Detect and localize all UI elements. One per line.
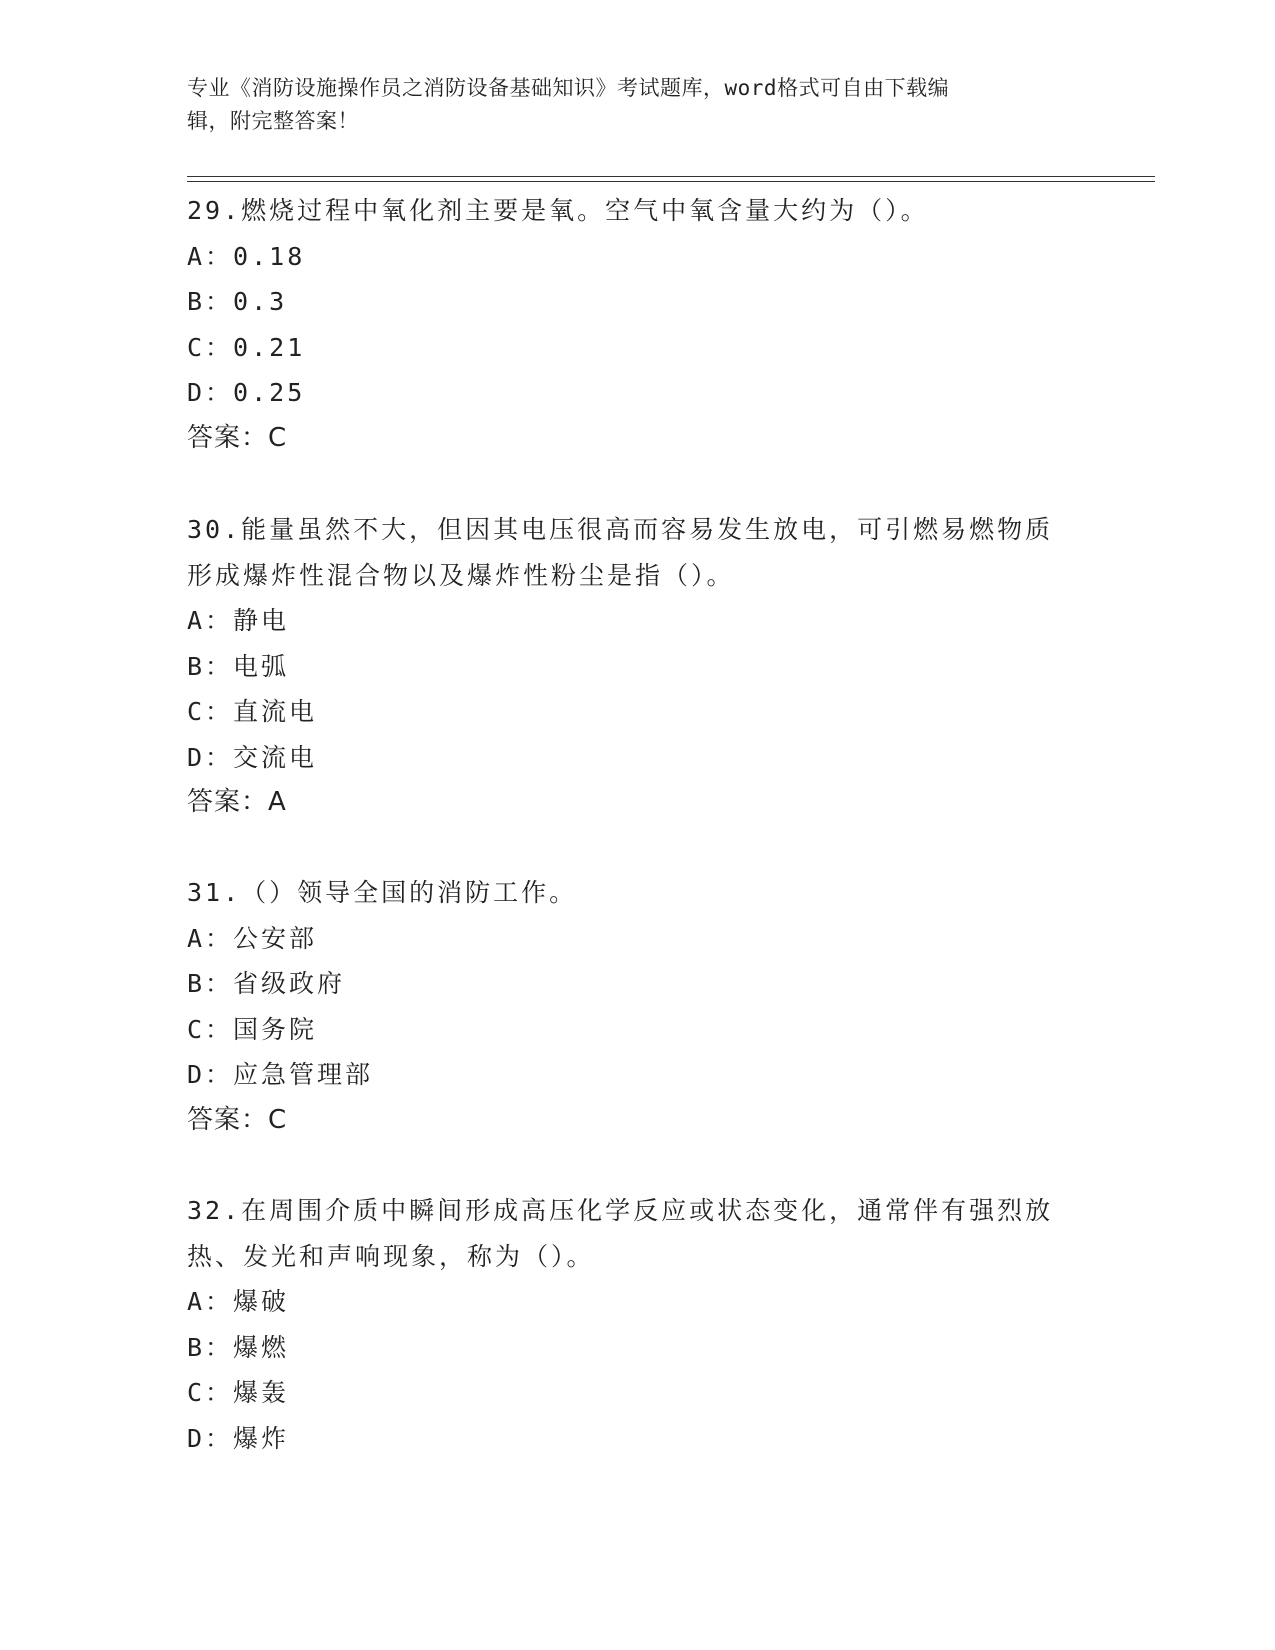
option-d: D：交流电 xyxy=(187,742,318,772)
question-stem: 31.（）领导全国的消防工作。 xyxy=(187,878,578,907)
answer-line: 答案：C xyxy=(187,422,288,453)
question-stem: 29.燃烧过程中氧化剂主要是氧。空气中氧含量大约为（）。 xyxy=(187,196,929,225)
question-block xyxy=(187,1188,1087,1461)
question-block xyxy=(187,870,1087,1143)
option-b: B：0.3 xyxy=(187,287,288,316)
header-divider xyxy=(187,176,1155,177)
question-stem: 32.在周围介质中瞬间形成高压化学反应或状态变化，通常伴有强烈放 xyxy=(187,1196,1054,1225)
header-line: 专业《消防设施操作员之消防设备基础知识》考试题库，word格式可自由下载编 xyxy=(187,76,950,100)
option-a: A：爆破 xyxy=(187,1287,290,1316)
question-stem: 热、发光和声响现象，称为（）。 xyxy=(187,1241,595,1271)
option-c: C：国务院 xyxy=(187,1014,318,1044)
option-a: A：静电 xyxy=(187,606,290,635)
option-d: D：爆炸 xyxy=(187,1423,290,1453)
option-c: C：爆轰 xyxy=(187,1378,290,1407)
option-a: A：0.18 xyxy=(187,241,306,271)
document-header xyxy=(187,72,1087,138)
header-divider xyxy=(187,181,1155,182)
option-b: B：电弧 xyxy=(187,651,290,681)
answer-line: 答案：A xyxy=(187,787,287,817)
answer-line: 答案：C xyxy=(187,1104,288,1135)
option-c: C：0.21 xyxy=(187,332,306,362)
question-stem: 30.能量虽然不大，但因其电压很高而容易发生放电，可引燃易燃物质 xyxy=(187,515,1054,544)
option-a: A：公安部 xyxy=(187,923,318,953)
question-stem: 形成爆炸性混合物以及爆炸性粉尘是指（）。 xyxy=(187,560,735,590)
option-d: D：应急管理部 xyxy=(187,1060,374,1089)
question-block xyxy=(187,188,1087,461)
header-line: 辑，附完整答案！ xyxy=(187,109,359,133)
option-c: C：直流电 xyxy=(187,697,318,726)
option-b: B：爆燃 xyxy=(187,1332,290,1362)
question-block xyxy=(187,507,1087,826)
option-b: B：省级政府 xyxy=(187,969,346,998)
option-d: D：0.25 xyxy=(187,378,306,407)
